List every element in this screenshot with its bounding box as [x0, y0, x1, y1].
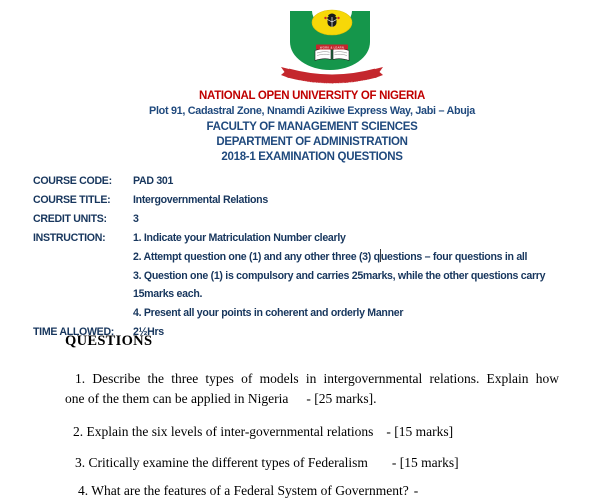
question-3 [65, 453, 559, 473]
document-header [20, 89, 600, 165]
instruction-item-3-continuation: 15marks each. [133, 288, 203, 301]
questions-section [65, 331, 559, 501]
noun-logo [280, 4, 384, 88]
course-code-row [33, 172, 593, 191]
question-1-line-2: one of the them can be applied in Nigeria [65, 391, 289, 406]
questions-heading: QUESTIONS [65, 333, 153, 349]
instruction-item-3: 3. Question one (1) is compulsory and carries 25marks, while the other questions carry [133, 269, 546, 282]
credit-units-value: 3 [133, 212, 139, 225]
course-title-row [33, 191, 593, 210]
instruction-label: INSTRUCTION: [33, 231, 106, 244]
course-code-label: COURSE CODE: [33, 175, 112, 187]
question-2-text: 2. Explain the six levels of inter-governmental relations [73, 424, 374, 439]
noun-logo-graphic [280, 4, 384, 88]
question-4-text: 4. What are the features of a Federal System of Government? [78, 483, 409, 498]
instruction-row [33, 229, 593, 324]
instruction-item-2-after-caret: uestions – four questions in all [380, 250, 528, 263]
course-code-value: PAD 301 [133, 175, 174, 187]
ribbon-text: NATIONAL OPEN UNIVERSITY OF NIGERIA [294, 78, 370, 87]
course-info-block [33, 172, 593, 342]
instruction-item-2 [133, 248, 545, 267]
faculty-name: FACULTY OF MANAGEMENT SCIENCES [206, 120, 418, 133]
question-1-line-1: 1. Describe the three types of models in intergovernmental relations. Explain how [75, 371, 559, 386]
instruction-item-4: 4. Present all your points in coherent and orderly Manner [133, 307, 404, 320]
question-1 [65, 369, 559, 409]
instruction-item-2-before-caret: 2. Attempt question one (1) and any other three (3) q [133, 250, 380, 263]
course-title-value: Intergovernmental Relations [133, 193, 268, 206]
time-allowed-value: 2½Hrs [133, 326, 164, 339]
open-book-icon [315, 49, 349, 61]
question-1-marks: - [25 marks]. [306, 391, 377, 406]
question-3-marks: - [15 marks] [391, 455, 459, 470]
coat-of-arms-icon [312, 10, 352, 35]
credit-units-label: CREDIT UNITS: [33, 212, 107, 225]
question-3-text: 3. Critically examine the different types of Federalism [75, 455, 368, 470]
instruction-item-1: 1. Indicate your Matriculation Number clearly [133, 231, 346, 244]
work-learn-text: WORK & LEARN [319, 46, 345, 50]
campus-address: Plot 91, Cadastral Zone, Nnamdi Azikiwe Express Way, Jabi – Abuja [149, 105, 475, 118]
question-2 [65, 422, 559, 442]
question-2-marks: - [15 marks] [386, 424, 454, 439]
credit-units-row [33, 210, 593, 229]
exam-session: 2018-1 EXAMINATION QUESTIONS [221, 151, 403, 164]
instruction-items [133, 229, 545, 324]
question-4-marks: - [413, 483, 419, 498]
question-4 [65, 481, 559, 501]
department-name: DEPARTMENT OF ADMINISTRATION [216, 135, 408, 148]
time-allowed-label: TIME ALLOWED: [33, 326, 115, 339]
course-title-label: COURSE TITLE: [33, 193, 111, 206]
work-learn-banner [316, 45, 348, 50]
university-name: NATIONAL OPEN UNIVERSITY OF NIGERIA [199, 90, 425, 102]
